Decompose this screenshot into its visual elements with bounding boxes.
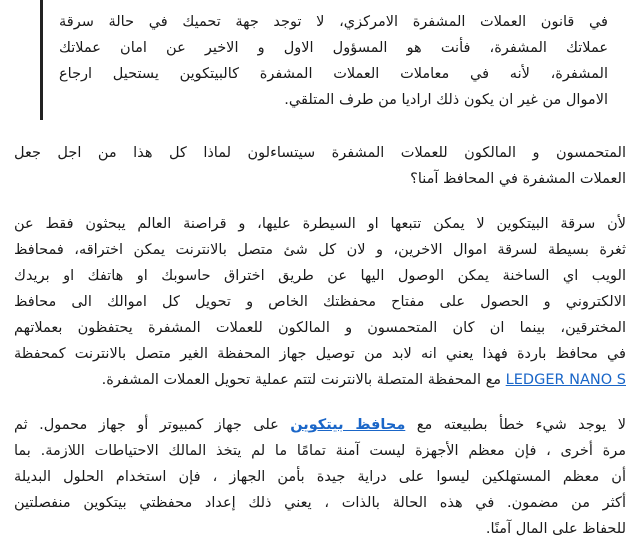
quote-line: في قانون العملات المشفرة الامركزي، لا توجد جهة تحميك في حالة سرقة — [59, 14, 608, 30]
paragraph-line: أكثر من مضمون. في هذه الحالة بالذات ، يعني ذلك إعداد محفظتي بيتكوين منفصلتين — [14, 495, 626, 511]
quote-line: عملاتك المشفرة، فأنت هو المسؤول الاول و الاخير عن امان عملاتك — [59, 40, 608, 56]
ledger-nano-s-link[interactable]: LEDGER NANO S — [505, 372, 626, 388]
paragraph-line: لأن سرقة البيتكوين لا يمكن تتبعها او السيطرة عليها، و قراصنة العالم يبحثون فقط عن — [14, 216, 626, 232]
paragraph-text: على جهاز كمبيوتر أو جهاز محمول. ثم — [14, 417, 291, 433]
bitcoin-wallets-link[interactable]: محافظ بيتكوين — [290, 417, 406, 433]
paragraph-line: للحفاظ على المال آمنًا. — [485, 521, 626, 537]
paragraph-line: العملات المشفرة في المحافظ آمنا؟ — [410, 171, 626, 187]
paragraph-question — [14, 140, 626, 192]
paragraph-text: لا يوجد شيء خطأ بطبيعته مع — [405, 417, 626, 433]
paragraph-line: المتحمسون و المالكون للعملات المشفرة سيتساءلون لماذا كل هذا من اجل جعل — [14, 145, 626, 161]
paragraph-line: المخترقين، بينما ان كان المتحمسون و المالكون للعملات المشفرة يحتفظون بعملاتهم — [14, 320, 626, 336]
paragraph-line: الالكتروني و الحصول على مفتاح محفظتك الخاص و تحويل كل اموالك الى محافظ — [14, 294, 626, 310]
paragraph-line — [14, 412, 626, 438]
paragraph-line: الويب اي الساخنة يمكن الوصول اليها عن طريق اختراق حاسوبك او هاتفك او بريدك — [14, 268, 626, 284]
paragraph-line — [14, 367, 626, 393]
paragraph-bitcoin-wallets — [14, 412, 626, 542]
paragraph-cold-wallets — [14, 211, 626, 393]
paragraph-text: مع المحفظة المتصلة بالانترنت لتتم عملية تحويل العملات المشفرة. — [101, 372, 506, 388]
paragraph-line: مرة أخرى ، فإن معظم الأجهزة ليست آمنة تمامًا ما لم يتخذ المالك الاحتياطات اللازمة. بما — [14, 443, 626, 459]
paragraph-line: في محافظ باردة فهذا يعني انه لابد من توصيل جهاز المحفظة الغير متصل بالانترنت كمحفظة — [14, 346, 626, 362]
paragraph-line: ثغرة بسيطة لسرقة اموال الاخرين، و لان كل شئ متصل بالانترنت يمكن اختراقه، فمحافظ — [14, 242, 626, 258]
paragraph-line: أن معظم المستهلكين ليسوا على دراية جيدة بأمن الجهاز ، فإن استخدام الحلول البديلة — [14, 469, 626, 485]
quote-line: المشفرة، لأنه في معاملات العملات المشفرة كالبيتكوين يستحيل ارجاع — [59, 66, 608, 82]
blockquote — [40, 0, 620, 120]
quote-line: الاموال من غير ان يكون ذلك اراديا من طرف المتلقي. — [284, 92, 608, 108]
